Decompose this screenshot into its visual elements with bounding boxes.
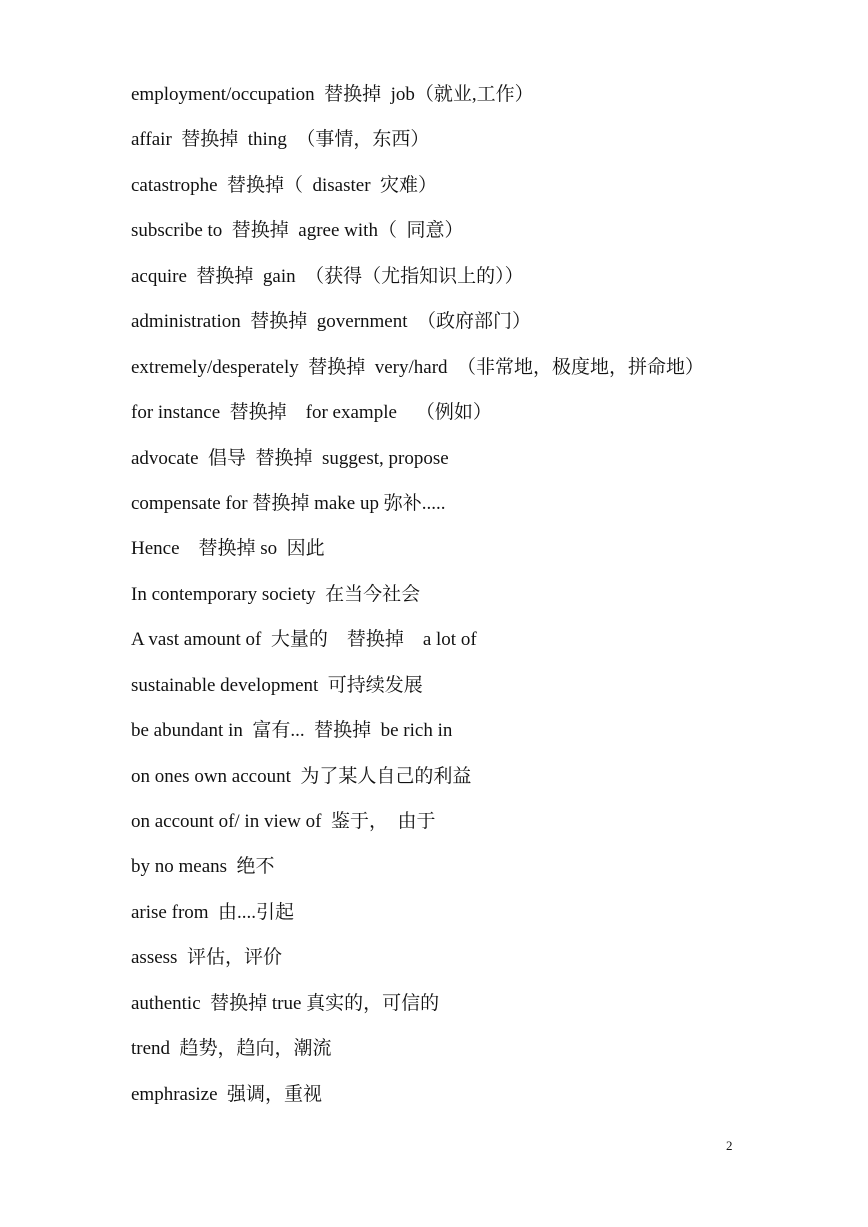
vocab-line: emphrasize 强调，重视 — [131, 1083, 323, 1105]
page-number: 2 — [726, 1138, 733, 1153]
vocab-line: extremely/desperately 替换掉 very/hard （非常地，极度地，拼命地） — [131, 356, 705, 378]
vocab-line: arise from 由....引起 — [131, 901, 295, 923]
vocab-line: acquire 替换掉 gain （获得（尤指知识上的）） — [131, 265, 524, 287]
vocab-line: employment/occupation 替换掉 job（就业,工作） — [131, 84, 534, 105]
vocab-line: A vast amount of 大量的 替换掉 a lot of — [131, 629, 477, 651]
vocab-line: on ones own account 为了某人自己的利益 — [131, 765, 472, 787]
vocab-line: trend 趋势，趋向，潮流 — [131, 1038, 332, 1060]
vocab-line: catastrophe 替换掉（ disaster 灾难） — [131, 174, 438, 196]
vocab-line: subscribe to 替换掉 agree with（ 同意） — [131, 220, 464, 242]
vocab-line: for instance 替换掉 for example （例如） — [131, 402, 492, 424]
vocab-line: on account of/ in view of 鉴于， 由于 — [131, 811, 436, 832]
vocab-line: authentic 替换掉 true 真实的，可信的 — [131, 992, 440, 1014]
vocab-line: assess 评估，评价 — [131, 947, 282, 969]
vocabulary-list — [131, 79, 811, 1124]
vocab-line: be abundant in 富有... 替换掉 be rich in — [131, 720, 453, 742]
vocab-line: compensate for 替换掉 make up 弥补..... — [131, 492, 446, 514]
vocab-line: administration 替换掉 government （政府部门） — [131, 311, 532, 333]
vocab-line: by no means 绝不 — [131, 856, 275, 878]
vocab-line: sustainable development 可持续发展 — [131, 674, 423, 696]
vocab-line: affair 替换掉 thing （事情，东西） — [131, 129, 430, 151]
vocab-line: advocate 倡导 替换掉 suggest, propose — [131, 447, 449, 469]
vocab-line: In contemporary society 在当今社会 — [131, 583, 421, 605]
vocab-line: Hence 替换掉 so 因此 — [131, 538, 325, 560]
